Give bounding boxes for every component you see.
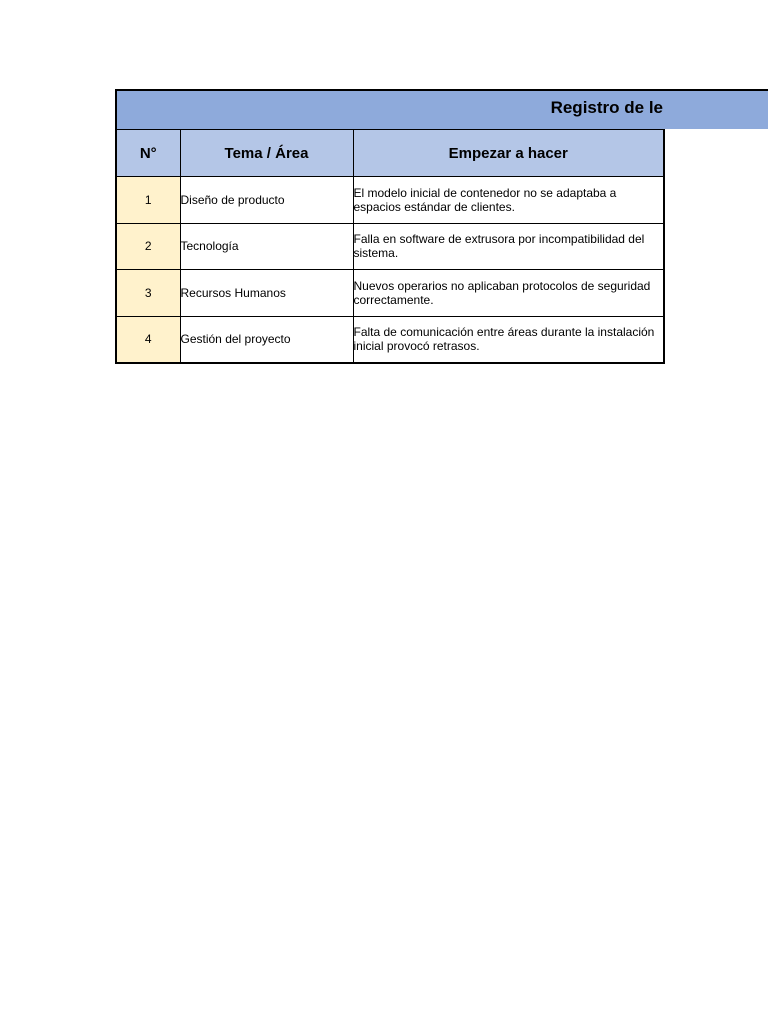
lessons-table (115, 129, 665, 364)
row-empezar: Falta de comunicación entre áreas durante la instalación inicial provocó retrasos. (353, 316, 664, 363)
table-row (116, 270, 664, 317)
header-number: N° (116, 130, 180, 177)
header-empezar: Empezar a hacer (353, 130, 664, 177)
row-number: 1 (116, 177, 180, 224)
title-bar (115, 89, 768, 129)
table-row (116, 223, 664, 270)
row-number: 4 (116, 316, 180, 363)
row-empezar: Falla en software de extrusora por incompatibilidad del sistema. (353, 223, 664, 270)
row-tema: Diseño de producto (180, 177, 353, 224)
sheet-title: Registro de le (550, 98, 663, 117)
row-tema: Gestión del proyecto (180, 316, 353, 363)
table-row (116, 177, 664, 224)
title-border (115, 89, 117, 129)
row-number: 2 (116, 223, 180, 270)
row-tema: Tecnología (180, 223, 353, 270)
table-row (116, 316, 664, 363)
row-tema: Recursos Humanos (180, 270, 353, 317)
row-empezar: El modelo inicial de contenedor no se adaptaba a espacios estándar de clientes. (353, 177, 664, 224)
row-empezar: Nuevos operarios no aplicaban protocolos de seguridad correctamente. (353, 270, 664, 317)
header-tema: Tema / Área (180, 130, 353, 177)
header-row (116, 130, 664, 177)
row-number: 3 (116, 270, 180, 317)
